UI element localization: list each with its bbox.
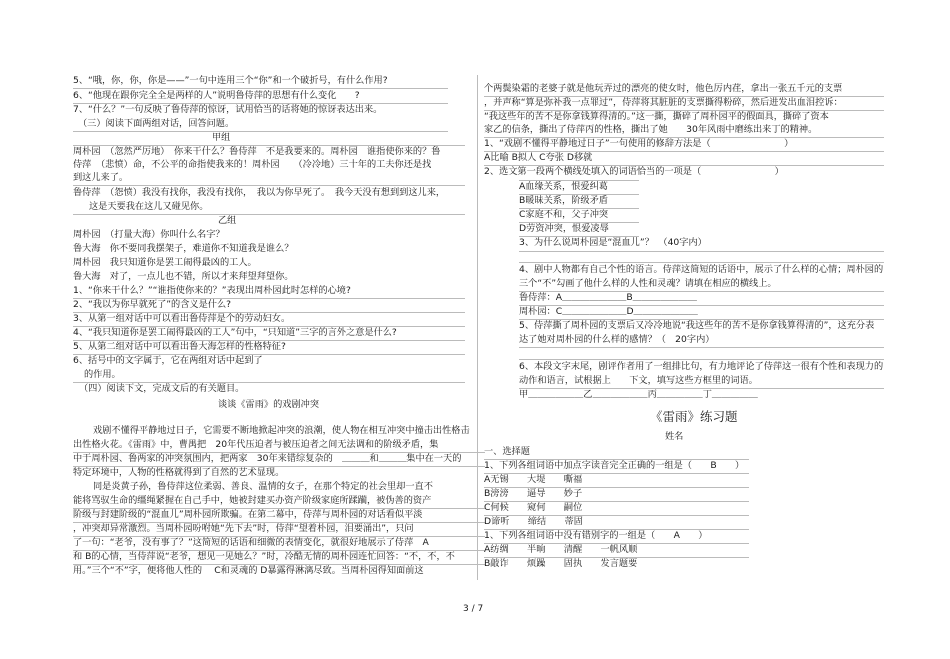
r-question-3: 3、为什么说周朴园是“混血儿”？ （40字内） <box>519 237 707 248</box>
r-question-6: 6、本段文字末尾，剧评作者用了一组排比句，有力地评论了侍萍这一很有个性和表现力的 <box>519 361 884 372</box>
dialogue-line: 这是天要我在这儿又碰见你。 <box>89 201 209 212</box>
question-2: 2、“我以为你早就死了”的含义是什么? <box>73 299 232 310</box>
dialogue-line: 侍萍 （悲愤）命，不公平的命指使我来的！周朴园 （冷冷地）三十年的工夫你还是找 <box>73 159 432 170</box>
column-divider <box>477 75 478 580</box>
essay-paragraph: 和 B的心情，当侍萍说“老爷，想见一见她么？”时，冷酷无情的周朴园连忙回答：“不，不，不 <box>73 551 455 562</box>
essay-paragraph: 特定环境中，人物的性格就得到了自然的艺术显现。 <box>73 467 285 478</box>
name-label: 姓名 <box>665 431 684 442</box>
essay-continued: “我这些年的苦不是你拿钱算得清的。”这一撕，撕碎了周朴园平的假面具，撕碎了资本 <box>484 111 829 122</box>
dialogue-line: 周朴园 （打量大海）你叫什么名字？ <box>73 229 225 240</box>
r-question-2: 2、选文第一段两个横线处填入的词语恰当的一项是（ ） <box>484 166 784 177</box>
choice-option-d: D谛听 缔结 蒂固 <box>484 516 583 527</box>
group-b-heading: 乙组 <box>218 215 237 226</box>
question-1: 1、“你来干什么？”“谁指使你来的？”表现出周朴园此时怎样的心境? <box>73 285 351 296</box>
r-question-1-options: A比喻 B拟人 C夸张 D移就 <box>484 152 593 163</box>
choice-question-1: 1、下列各组词语中加点字读音完全正确的一组是（ B ） <box>484 460 745 471</box>
exercise-title: 《雷雨》练习题 <box>650 409 738 424</box>
r-question-4-answer-c-d: 周朴园：C＿＿＿＿＿＿＿D＿＿＿＿＿＿＿ <box>519 306 698 317</box>
r-question-2-option-a: A血缘关系，恨爱纠葛 <box>519 181 608 192</box>
group-a-heading: 甲组 <box>212 132 231 143</box>
question-5: 5、“哦，你，你，你是——”一句中连用三个“你”和一个破折号，有什么作用? <box>73 75 388 86</box>
r-question-1: 1、“戏剧不懂得平静地过日子”一句使用的修辞方法是（ ） <box>484 138 794 149</box>
r-question-5-cont: 达了她对周朴园的什么样的感情？（ 20字内） <box>519 334 715 345</box>
dialogue-line: 鲁侍萍 （怨愤）我没有找你，我没有找你， 我以为你早死了。 我今天没有想到到这儿来， <box>73 187 446 198</box>
r-question-6-answer: 甲＿＿＿＿＿＿乙＿＿＿＿＿＿丙＿＿＿＿＿丁＿＿＿＿＿ <box>519 389 758 400</box>
essay-paragraph: 阶级与封建阶级的“混血儿”周朴园所欺骗。在第二幕中，侍萍与周朴园的对话看似平淡 <box>73 509 423 520</box>
page-number: 3 / 7 <box>463 604 484 614</box>
r-question-4: 4、剧中人物都有自己个性的语言。侍萍这简短的话语中，展示了什么样的心情；周朴园的 <box>519 264 884 275</box>
essay-continued: 个两鬓染霜的老婆子就是他玩弄过的漂亮的使女时，他色厉内荏，拿出一张五千元的支票 <box>484 83 843 94</box>
dialogue-line: 周朴园 （忽然严厉地） 你来干什么？鲁侍萍 不是我要来的。周朴园 谁指使你来的？鲁 <box>73 146 441 157</box>
choice2-option-b: B敲诈 烦躁 固执 发言题要 <box>484 558 638 569</box>
r-question-4-answer-a-b: 鲁侍萍：A＿＿＿＿＿＿＿B＿＿＿＿＿＿＿ <box>519 292 697 303</box>
essay-paragraph: 能将骂驭生命的缰绳紧握在自己手中，她被封建买办资产阶级家庭所蹂躏，被伪善的资产 <box>73 495 432 506</box>
choice2-option-a: A纺绸 半晌 清醒 一帆风顺 <box>484 544 638 555</box>
question-5: 5、从第二组对话中可以看出鲁大海怎样的性格特征? <box>73 341 286 352</box>
question-6: 6、“他现在跟你完全全是两样的人”说明鲁侍萍的思想有什么变化 ? <box>73 90 360 101</box>
question-6-cont: 的作用。 <box>84 369 121 380</box>
r-question-5: 5、侍萍撕了周朴园的支票后又冷冷地说“我这些年的苦不是你拿钱算得清的”，这充分表 <box>519 320 875 331</box>
dialogue-line: 鲁大海 你不要同我摆架子，难道你不知道我是谁么？ <box>73 243 294 254</box>
section-3-heading: （三）阅读下面两组对话，回答问题。 <box>78 118 235 129</box>
r-question-2-option-c: C家庭不和，父子冲突 <box>519 209 609 220</box>
dialogue-line: 鲁大海 对了，一点儿也不错，所以才来拜望拜望你。 <box>73 271 294 282</box>
essay-title: 谈谈《雷雨》的戏剧冲突 <box>218 399 320 410</box>
r-question-6-cont: 动作和语言，试根据上 下文，填写这些方框里的词语。 <box>519 375 758 386</box>
dialogue-line: 到这儿来了。 <box>73 172 129 183</box>
r-question-2-option-b: B暖昧关系，阶级矛盾 <box>519 195 608 206</box>
essay-continued: ，并声称“算是弥补我一点罪过”，侍萍将其脏脏的支票撕得粉碎，然后进发出血泪控诉： <box>484 97 843 108</box>
choice-option-a: A无锡 大堤 嘶福 <box>484 474 583 485</box>
dialogue-line: 周朴园 我只知道你是罢工闹得最凶的工人。 <box>73 257 257 268</box>
essay-paragraph: 戏剧不懂得平静地过日子，它需要不断地掀起冲突的浪潮，使人物在相互冲突中撞击出性格击 <box>93 425 470 436</box>
essay-paragraph: 用。”三个“不”字，便将他人性的 C和灵魂的 D暴露得淋漓尽致。当周朴园得知面前这 <box>73 565 424 576</box>
choice-question-2: 1、下列各组词语中没有错别字的一组是（ A ） <box>484 530 708 541</box>
essay-continued: 家乙的信条，撕出了侍萍丙的性格，撕出了她 30年风雨中磨练出来丁的精神。 <box>484 124 818 135</box>
essay-paragraph: 同是炎黄子孙，鲁侍萍这位柔弱、善良、温情的女子，在那个特定的社会里却一直不 <box>93 481 433 492</box>
question-3: 3、从第一组对话中可以看出鲁侍萍是个的劳动妇女。 <box>73 313 291 324</box>
essay-paragraph: 出性格火花。《雷雨》中，曹禺把 20年代压迫者与被压迫者之间无法调和的阶级矛盾，集 <box>73 439 439 450</box>
r-question-4-cont: 三个“不”勾画了他什么样的人性和灵魂？请填在相应的横线上。 <box>519 278 777 289</box>
question-4: 4、“我只知道你是罢工闹得最凶的工人”句中，“只知道”三字的言外之意是什么? <box>73 327 397 338</box>
question-6: 6、括号中的文字属于，它在两组对话中起到了 <box>73 355 263 366</box>
section-4-heading: （四）阅读下文，完成文后的有关题目。 <box>79 383 245 394</box>
r-question-2-option-d: D劳资冲突，恨爱凌辱 <box>519 223 609 234</box>
essay-paragraph: 中于周朴园、鲁两家的冲突氛围内，把两家 30年来错综复杂的 ＿＿＿和＿＿＿集中在一天的 <box>73 453 462 464</box>
choice-section-heading: 一、选择题 <box>484 446 530 457</box>
choice-option-b: B滂滂 逼导 妙子 <box>484 488 583 499</box>
choice-option-c: C何候 窥何 嗣位 <box>484 502 583 513</box>
essay-paragraph: 了一句：“老爷，没有事了？”这简短的话语和细微的表情变化，就很好地展示了侍萍 A <box>73 537 429 548</box>
question-7: 7、“什么？”一句反映了鲁侍萍的惊讶，试用恰当的话将她的惊讶表达出来。 <box>73 104 383 115</box>
essay-paragraph: ，冲突却异常激烈。当周朴园吩咐她“先下去”时，侍萍“望着朴园，泪要涌出”，只问 <box>73 523 414 534</box>
